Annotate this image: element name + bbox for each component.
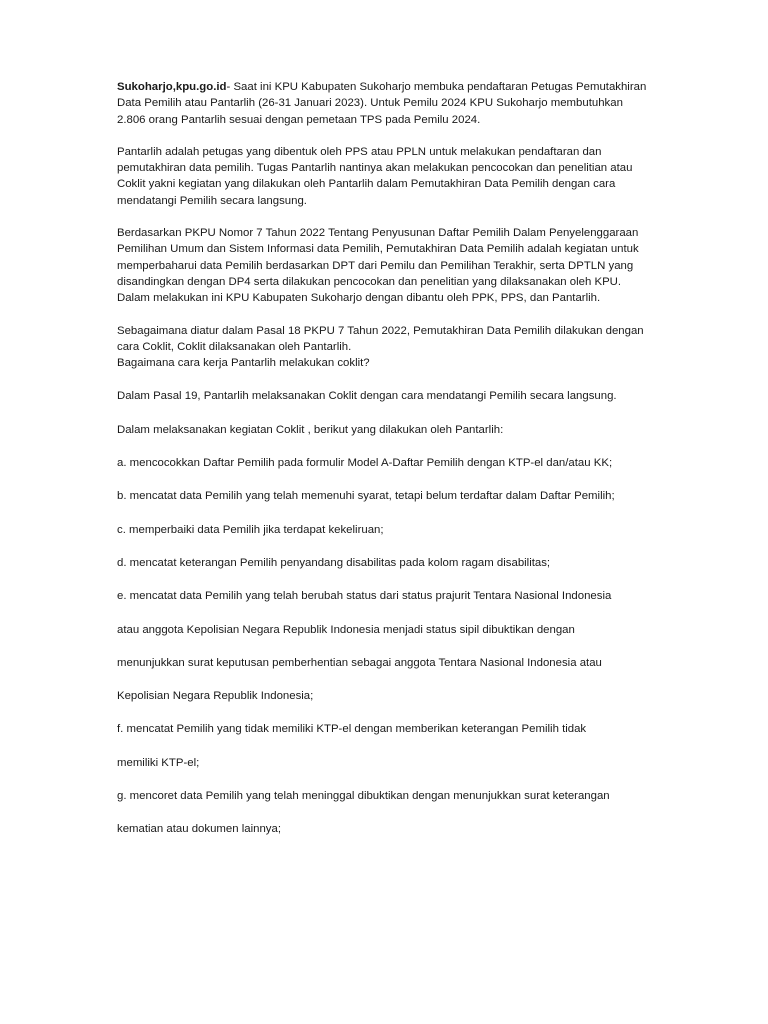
document-body (117, 79, 652, 838)
list-item-g-line-1: g. mencoret data Pemilih yang telah meninggal dibuktikan dengan menunjukkan surat keterangan (117, 790, 610, 803)
list-item-e-line-2: atau anggota Kepolisian Negara Republik Indonesia menjadi status sipil dibuktikan dengan (117, 623, 575, 636)
list-item-f-line-2: memiliki KTP-el; (117, 756, 200, 769)
line-coklit-intro: Dalam melaksanakan kegiatan Coklit , berikut yang dilakukan oleh Pantarlih: (117, 423, 504, 436)
list-item-a: a. mencocokkan Daftar Pemilih pada formulir Model A-Daftar Pemilih dengan KTP-el dan/atau KK; (117, 457, 613, 470)
intro-paragraph (117, 79, 652, 128)
paragraph-pkpu-reference: Berdasarkan PKPU Nomor 7 Tahun 2022 Tentang Penyusunan Daftar Pemilih Dalam Penyelenggaraan Pemilihan Umum dan Sistem Informasi data Pemilih, Pemutakhiran Data Pemilih adalah kegiatan untuk memperbaharui data Pemilih berdasarkan DPT dari Pemilu dan Pemilihan Terakhir, serta DPTLN yang disandingkan dengan DP4 serta dilakukan pencocokan dan penelitian yang dilaksanakan oleh KPU. Dalam melakukan ini KPU Kabupaten Sukoharjo dengan dibantu oleh PPK, PPS, dan Pantarlih. (117, 227, 639, 305)
list-item-e-line-4: Kepolisian Negara Republik Indonesia; (117, 690, 314, 703)
list-item-c: c. memperbaiki data Pemilih jika terdapat kekeliruan; (117, 523, 384, 536)
dateline-label: Sukoharjo,kpu.go.id (117, 81, 227, 93)
paragraph-pantarlih-definition: Pantarlih adalah petugas yang dibentuk oleh PPS atau PPLN untuk melakukan pendaftaran dan pemutakhiran data pemilih. Tugas Pantarlih nantinya akan melakukan pencocokan dan penelitian atau Coklit yakni kegiatan yang dilakukan oleh Pantarlih dalam Pemutakhiran Data Pemilih dengan cara mendatangi Pemilih secara langsung. (117, 145, 633, 207)
list-item-f-line-1: f. mencatat Pemilih yang tidak memiliki KTP-el dengan memberikan keterangan Pemilih tidak (117, 723, 587, 736)
section-question: Bagaimana cara kerja Pantarlih melakukan coklit? (117, 357, 370, 370)
intro-text: - Saat ini KPU Kabupaten Sukoharjo membuka pendaftaran Petugas Pemutakhiran Data Pemilih atau Pantarlih (26-31 Januari 2023). Untuk Pemilu 2024 KPU Sukoharjo membutuhkan 2.806 orang Pantarlih sesuai dengan pemetaan TPS pada Pemilu 2024. (117, 81, 647, 126)
list-item-e-line-1: e. mencatat data Pemilih yang telah berubah status dari status prajurit Tentara Nasional Indonesia (117, 590, 612, 603)
paragraph-pasal-18: Sebagaimana diatur dalam Pasal 18 PKPU 7 Tahun 2022, Pemutakhiran Data Pemilih dilakukan dengan cara Coklit, Coklit dilaksanakan oleh Pantarlih. (117, 324, 644, 353)
list-item-d: d. mencatat keterangan Pemilih penyandang disabilitas pada kolom ragam disabilitas; (117, 556, 551, 569)
line-pasal-19: Dalam Pasal 19, Pantarlih melaksanakan Coklit dengan cara mendatangi Pemilih secara langsung. (117, 390, 617, 403)
list-item-b: b. mencatat data Pemilih yang telah memenuhi syarat, tetapi belum terdaftar dalam Daftar Pemilih; (117, 490, 615, 503)
list-item-g-line-2: kematian atau dokumen lainnya; (117, 823, 282, 836)
list-item-e-line-3: menunjukkan surat keputusan pemberhentian sebagai anggota Tentara Nasional Indonesia atau (117, 656, 602, 669)
